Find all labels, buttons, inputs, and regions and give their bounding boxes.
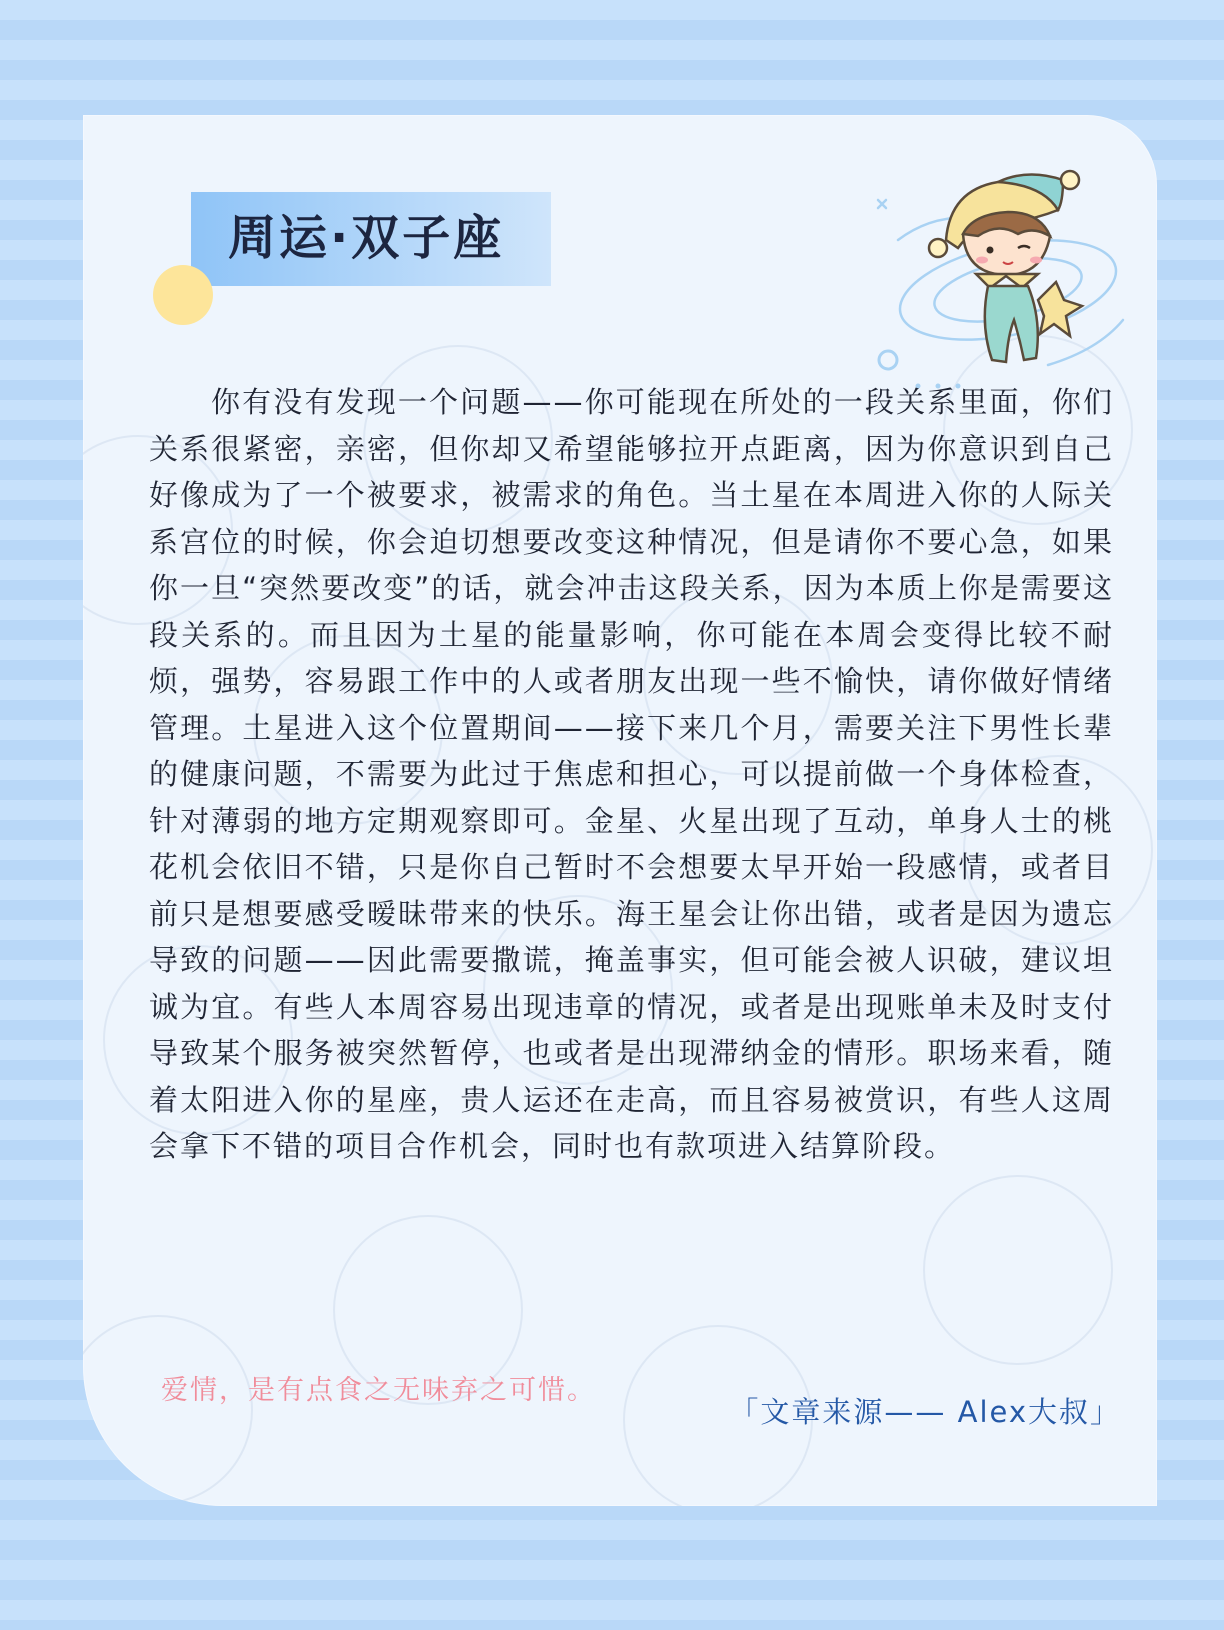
- love-quote: 爱情，是有点食之无味弃之可惜。: [161, 1375, 596, 1406]
- watermark-stamp: [923, 1175, 1113, 1365]
- title-accent-dot: [153, 265, 213, 325]
- content-card: [83, 115, 1157, 1506]
- page-title: 周运·双子座: [228, 210, 505, 266]
- article-source: 「文章来源—— Alex大叔」: [729, 1395, 1121, 1429]
- horoscope-paragraph: 你有没有发现一个问题——你可能现在所处的一段关系里面，你们关系很紧密，亲密，但你却又希望能够拉开点距离，因为你意识到自己好像成为了一个被要求，被需求的角色。当土星在本周进入你的人际关系宫位的时候，你会迫切想要改变这种情况，但是请你不要心急，如果你一旦“突然要改变”的话，就会冲击这段关系，因为本质上你是需要这段关系的。而且因为土星的能量影响，你可能在本周会变得比较不耐烦，强势，容易跟工作中的人或者朋友出现一些不愉快，请你做好情绪管理。土星进入这个位置期间——接下来几个月，需要关注下男性长辈的健康问题，不需要为此过于焦虑和担心，可以提前做一个身体检查，针对薄弱的地方定期观察即可。金星、火星出现了互动，单身人士的桃花机会依旧不错，只是你自己暂时不会想要太早开始一段感情，或者目前只是想要感受暧昧带来的快乐。海王星会让你出错，或者是因为遗忘导致的问题——因此需要撒谎，掩盖事实，但可能会被人识破，建议坦诚为宜。有些人本周容易出现违章的情况，或者是出现账单未及时支付导致某个服务被突然暂停，也或者是出现滞纳金的情形。职场来看，随着太阳进入你的星座，贵人运还在走高，而且容易被赏识，有些人这周会拿下不错的项目合作机会，同时也有款项进入结算阶段。: [149, 385, 1114, 1163]
- watermark-stamp: [83, 1315, 253, 1505]
- jester-kid-icon: [858, 150, 1138, 390]
